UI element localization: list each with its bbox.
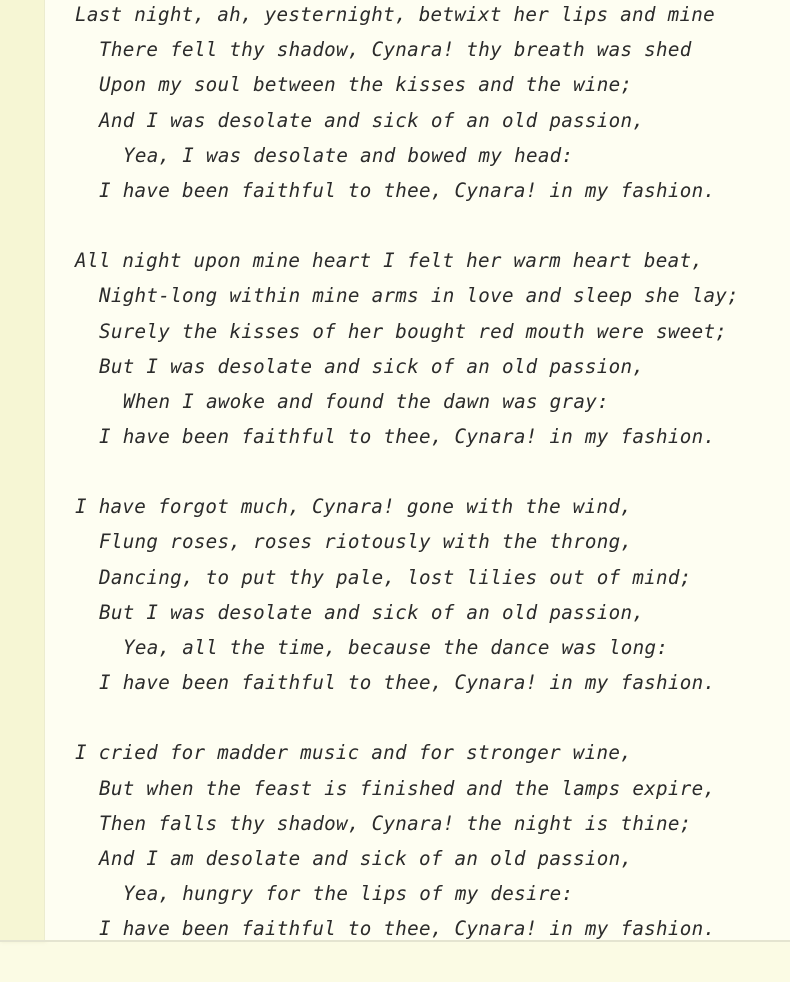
poem-line: And I am desolate and sick of an old passion,: [99, 846, 633, 870]
poem-line: There fell thy shadow, Cynara! thy breath was shed: [99, 38, 692, 62]
stanza-3: [75, 489, 785, 700]
poem-line: But when the feast is finished and the lamps expire,: [99, 776, 716, 800]
stanza-1: [75, 0, 785, 208]
poem-line: Upon my soul between the kisses and the wine;: [99, 73, 633, 97]
poem-line: But I was desolate and sick of an old passion,: [99, 354, 645, 378]
poem-line: I have forgot much, Cynara! gone with the wind,: [75, 495, 633, 519]
poem-line: Last night, ah, yesternight, betwixt her lips and mine: [75, 3, 715, 26]
poem-line: I have been faithful to thee, Cynara! in my fashion.: [99, 917, 716, 941]
stanza-4: [75, 735, 785, 946]
poem-line: Night-long within mine arms in love and sleep she lay;: [99, 284, 739, 308]
poem-line: When I awoke and found the dawn was gray:: [123, 389, 609, 413]
poem-line: I cried for madder music and for stronger wine,: [75, 741, 633, 765]
poem-line: I have been faithful to thee, Cynara! in my fashion.: [99, 671, 716, 695]
poem-line: I have been faithful to thee, Cynara! in my fashion.: [99, 425, 716, 449]
poem-line: Yea, hungry for the lips of my desire:: [123, 882, 574, 906]
poem-line: Surely the kisses of her bought red mouth were sweet;: [99, 319, 728, 343]
poem-text: [75, 0, 785, 982]
poem-line: But I was desolate and sick of an old passion,: [99, 600, 645, 624]
poem-line: Yea, all the time, because the dance was long:: [123, 636, 669, 659]
poem-line: Then falls thy shadow, Cynara! the night is thine;: [99, 811, 692, 835]
left-margin-gutter: [0, 0, 45, 942]
poem-line: All night upon mine heart I felt her warm heart beat,: [75, 249, 704, 273]
poem-line: I have been faithful to thee, Cynara! in my fashion.: [99, 178, 716, 202]
poem-line: Dancing, to put thy pale, lost lilies out of mind;: [99, 565, 692, 589]
poem-line: Flung roses, roses riotously with the throng,: [99, 530, 633, 554]
poem-line: And I was desolate and sick of an old passion,: [99, 108, 645, 132]
poem-line: Yea, I was desolate and bowed my head:: [123, 143, 574, 167]
stanza-2: [75, 243, 785, 454]
